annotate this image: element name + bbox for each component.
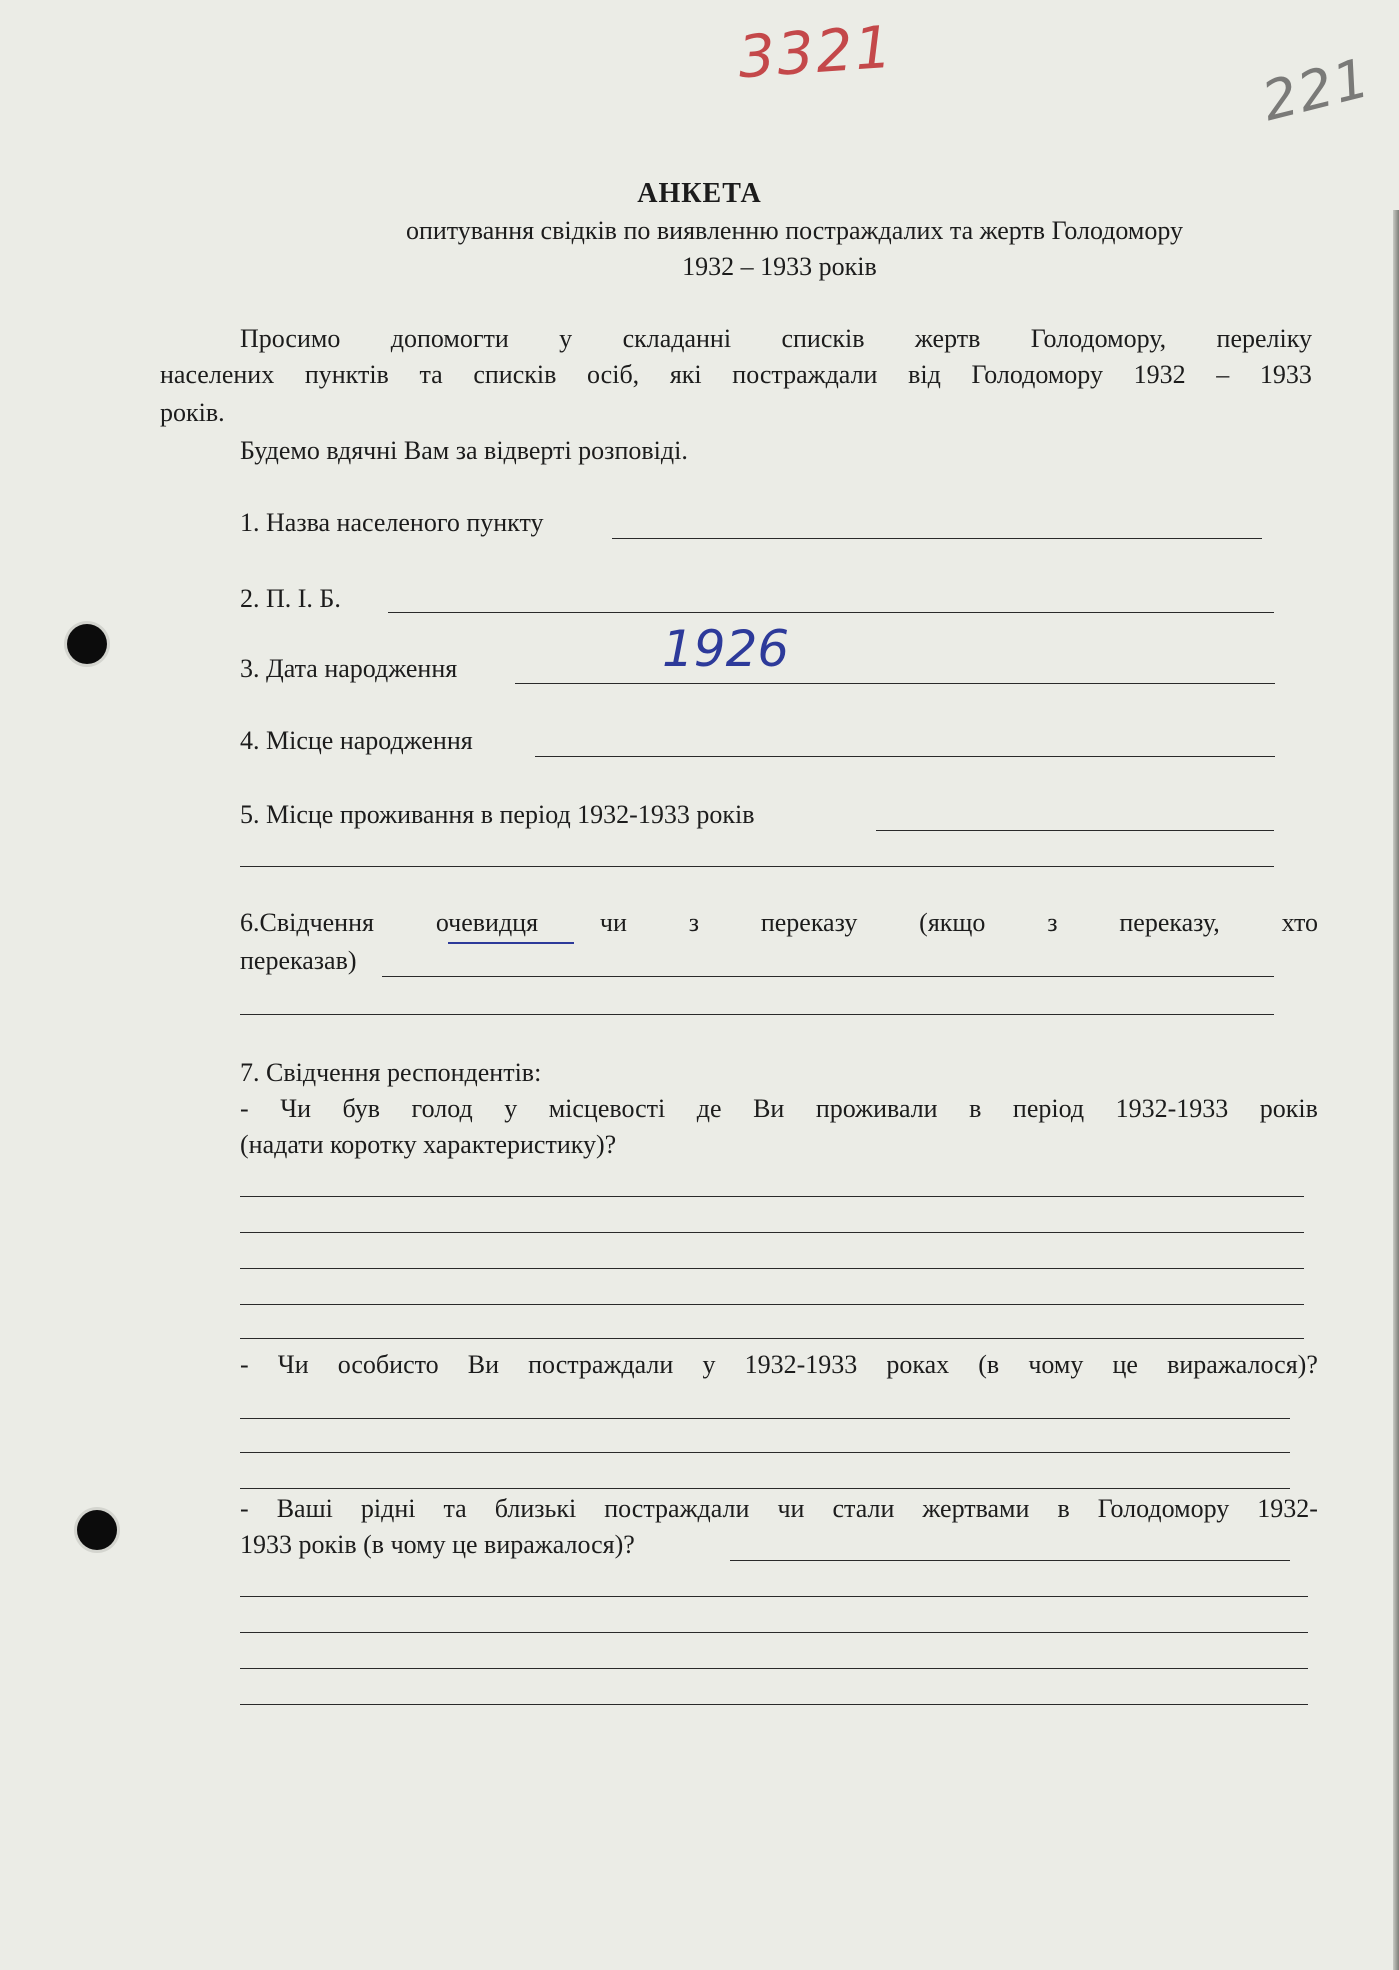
q7b-answer-line-2	[240, 1452, 1290, 1453]
binder-hole-upper	[67, 624, 107, 664]
intro-line-3: років.	[160, 398, 225, 427]
q6-answer-line-1	[382, 976, 1274, 977]
q7c-answer-line-3	[240, 1632, 1308, 1633]
q7c-answer-line-2	[240, 1596, 1308, 1597]
field-residence-label: 5. Місце проживання в період 1932-1933 років	[240, 800, 755, 829]
field-birthdate-line	[515, 683, 1275, 684]
q6-line-1: 6.Свідчення очевидця чи з переказу (якщо з переказу, хто	[240, 908, 1318, 937]
form-title: АНКЕТА	[637, 178, 762, 209]
q7c-answer-line-5	[240, 1704, 1308, 1705]
q6-eyewitness-option: очевидця	[435, 908, 539, 937]
q6-line-2: переказав)	[240, 946, 357, 975]
q7c-answer-line-4	[240, 1668, 1308, 1669]
q7b-question: - Чи особисто Ви постраждали у 1932-1933 роках (в чому це виражалося)?	[240, 1350, 1318, 1379]
field-birthdate-answer: 1926	[662, 620, 790, 678]
field-name-label: 2. П. І. Б.	[240, 584, 341, 613]
q7a-line-2: (надати коротку характеристику)?	[240, 1130, 617, 1159]
field-settlement-line	[612, 538, 1262, 539]
q7a-answer-line-4	[240, 1304, 1304, 1305]
field-birthplace-line	[535, 756, 1275, 757]
q7a-answer-line-2	[240, 1232, 1304, 1233]
intro-line-2: населених пунктів та списків осіб, які постраждали від Голодомору 1932 – 1933	[160, 360, 1312, 389]
q7c-line-1: - Ваші рідні та близькі постраждали чи стали жертвами в Голодомору 1932-	[240, 1494, 1318, 1523]
field-name-line	[388, 612, 1274, 613]
q6-answer-line-2	[240, 1014, 1274, 1015]
archive-number-red: 3321	[735, 12, 896, 92]
page-edge-shadow	[1393, 210, 1399, 1970]
q7c-answer-line-1	[730, 1560, 1290, 1561]
field-residence-line-2	[240, 866, 1274, 867]
q7b-answer-line-1	[240, 1418, 1290, 1419]
q7a-answer-line-3	[240, 1268, 1304, 1269]
form-subtitle-years: 1932 – 1933 років	[682, 252, 877, 281]
field-residence-line	[876, 830, 1274, 831]
q7b-answer-line-3	[240, 1488, 1290, 1489]
q7a-line-1: - Чи був голод у місцевості де Ви проживали в період 1932-1933 років	[240, 1094, 1318, 1123]
intro-thanks: Будемо вдячні Вам за відверті розповіді.	[240, 436, 688, 465]
intro-line-1: Просимо допомогти у складанні списків жертв Голодомору, переліку	[240, 324, 1312, 353]
archive-number-grey: 221	[1255, 45, 1378, 134]
q7-heading: 7. Свідчення респондентів:	[240, 1058, 542, 1087]
field-birthdate-label: 3. Дата народження	[240, 654, 458, 683]
q7c-line-2: 1933 років (в чому це виражалося)?	[240, 1530, 635, 1559]
q7a-answer-line-5	[240, 1338, 1304, 1339]
field-birthplace-label: 4. Місце народження	[240, 726, 473, 755]
q6-eyewitness-underline	[448, 942, 574, 944]
q7a-answer-line-1	[240, 1196, 1304, 1197]
form-subtitle: опитування свідків по виявленню постраждалих та жертв Голодомору	[405, 216, 1184, 245]
binder-hole-lower	[77, 1510, 117, 1550]
field-settlement-label: 1. Назва населеного пункту	[240, 508, 544, 537]
